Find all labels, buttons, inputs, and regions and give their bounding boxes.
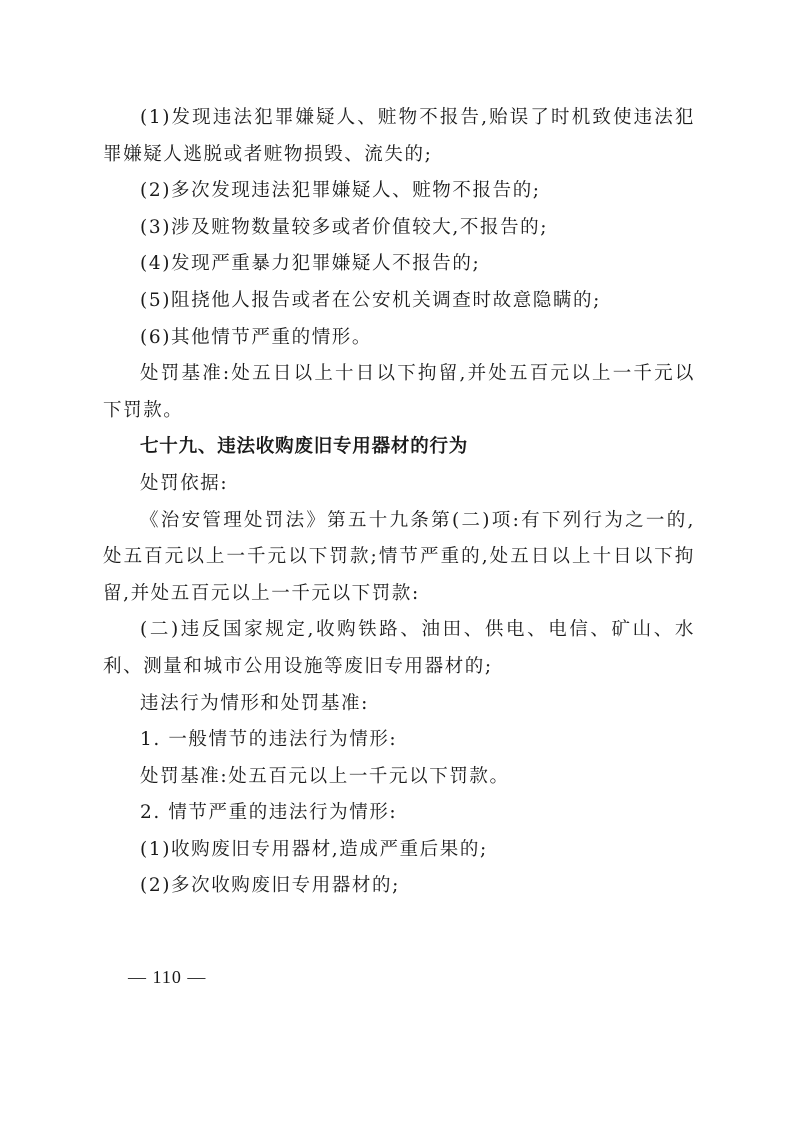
paragraph: (3)涉及赃物数量较多或者价值较大,不报告的; bbox=[140, 216, 549, 238]
paragraph: 2. 情节严重的违法行为情形: bbox=[140, 802, 398, 824]
paragraph: 处罚基准:处五百元以上一千元以下罚款。 bbox=[140, 765, 510, 787]
paragraph: 处罚依据: bbox=[140, 472, 229, 494]
paragraph: (2)多次收购废旧专用器材的; bbox=[140, 875, 400, 897]
page-number: — 110 — bbox=[128, 967, 207, 987]
paragraph: (1)发现违法犯罪嫌疑人、赃物不报告,贻误了时机致使违法犯罪嫌疑人逃脱或者赃物损毁、流失的; bbox=[103, 107, 695, 165]
paragraph: 处罚基准:处五日以上十日以下拘留,并处五百元以上一千元以下罚款。 bbox=[103, 363, 695, 421]
section-heading: 七十九、违法收购废旧专用器材的行为 bbox=[140, 436, 469, 458]
body-text bbox=[103, 100, 695, 905]
paragraph: (1)收购废旧专用器材,造成严重后果的; bbox=[140, 838, 488, 860]
paragraph: 违法行为情形和处罚基准: bbox=[140, 692, 369, 714]
paragraph: (二)违反国家规定,收购铁路、油田、供电、电信、矿山、水利、测量和城市公用设施等废旧专用器材的; bbox=[103, 619, 695, 677]
paragraph: 1. 一般情节的违法行为情形: bbox=[140, 729, 398, 751]
paragraph: 《治安管理处罚法》第五十九条第(二)项:有下列行为之一的,处五百元以上一千元以下罚款;情节严重的,处五日以上十日以下拘留,并处五百元以上一千元以下罚款: bbox=[103, 509, 695, 604]
paragraph: (6)其他情节严重的情形。 bbox=[140, 326, 373, 348]
paragraph: (2)多次发现违法犯罪嫌疑人、赃物不报告的; bbox=[140, 180, 541, 202]
paragraph: (5)阻挠他人报告或者在公安机关调查时故意隐瞒的; bbox=[140, 289, 601, 311]
paragraph: (4)发现严重暴力犯罪嫌疑人不报告的; bbox=[140, 253, 481, 275]
